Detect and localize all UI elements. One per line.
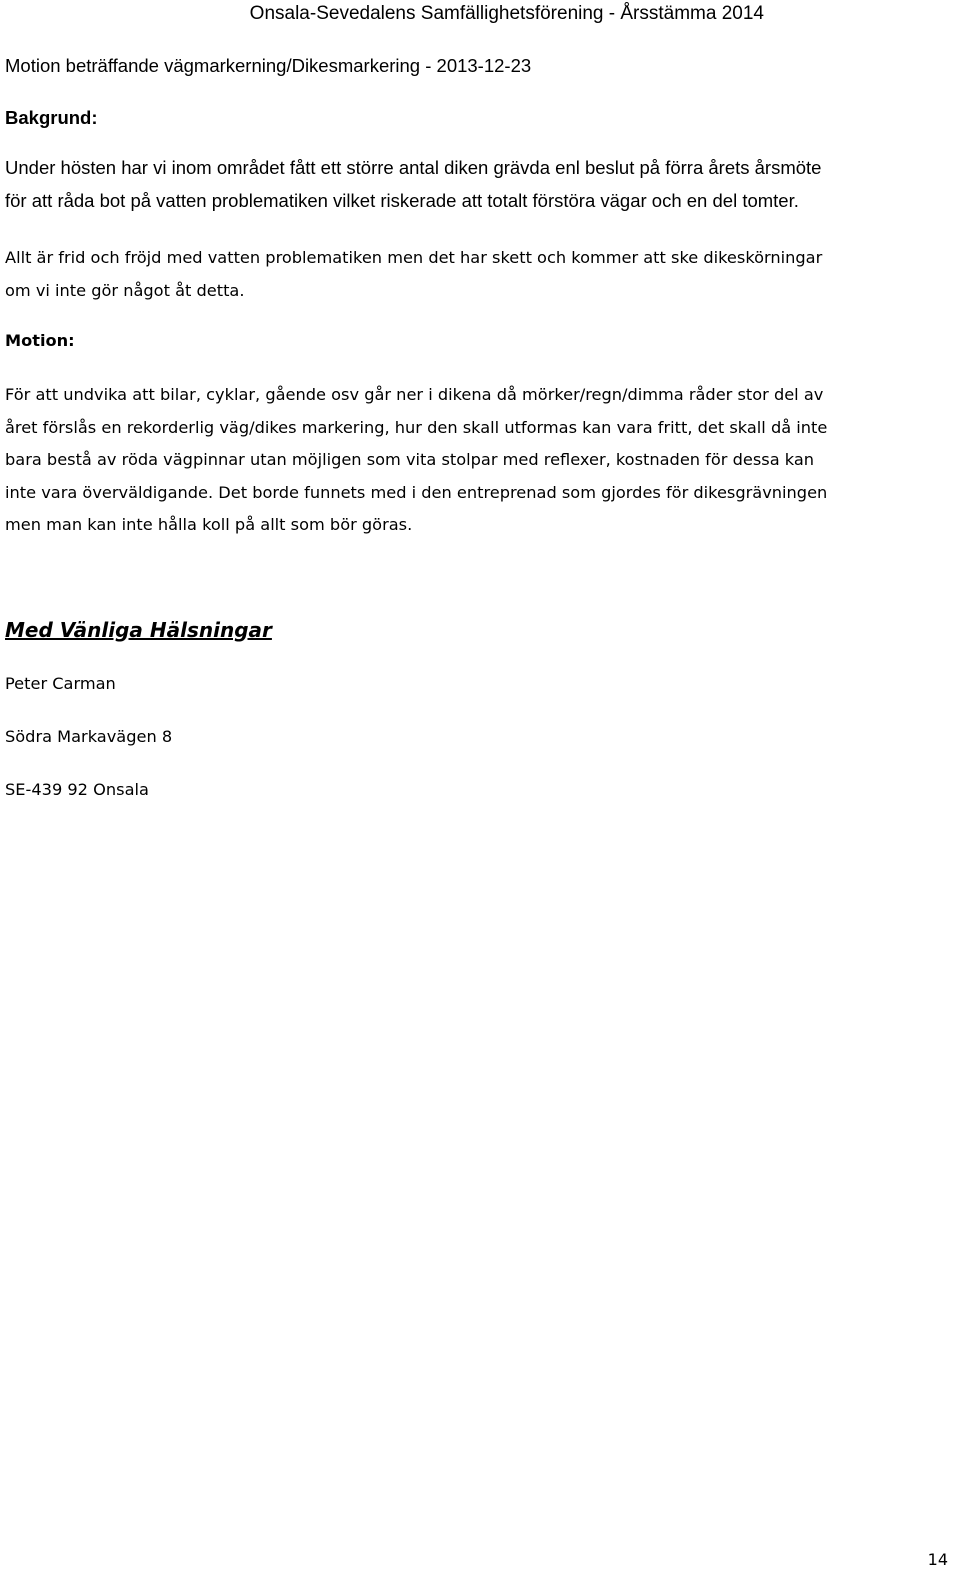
text-line: för att råda bot på vatten problematiken vilket riskerade att totalt förstöra vägar och en del tomter. xyxy=(5,189,799,211)
running-header: Onsala-Sevedalens Samfällighetsförening - Årsstämma 2014 xyxy=(249,3,764,24)
text-line: om vi inte gör något åt detta. xyxy=(5,280,245,300)
page-number: 14 xyxy=(927,1550,948,1569)
background-paragraph-1 xyxy=(5,152,955,217)
text-line: Allt är frid och fröjd med vatten problematiken men det har skett och kommer att ske dikeskörningar xyxy=(5,248,823,267)
text-line: inte vara överväldigande. Det borde funnets med i den entreprenad som gjordes för dikesgrävningen xyxy=(5,482,828,502)
closing-salutation: Med Vänliga Hälsningar xyxy=(5,618,272,642)
text-line: bara bestå av röda vägpinnar utan möjligen som vita stolpar med reflexer, kostnaden för dessa kan xyxy=(5,450,815,470)
text-line: För att undvika att bilar, cyklar, gående osv går ner i dikena då mörker/regn/dimma råder stor del av xyxy=(5,385,824,404)
motion-title: Motion beträffande vägmarkerning/Dikesmarkering - 2013-12-23 xyxy=(5,55,532,76)
background-heading: Bakgrund: xyxy=(5,107,98,128)
signatory-postal-address: SE-439 92 Onsala xyxy=(5,780,149,799)
text-line: Under hösten har vi inom området fått ett större antal diken grävda enl beslut på förra årets årsmöte xyxy=(5,157,822,178)
text-line: året förslås en rekorderlig väg/dikes markering, hur den skall utformas kan vara fritt, det skall då inte xyxy=(5,417,828,437)
text-line: men man kan inte hålla koll på allt som bör göras. xyxy=(5,515,413,535)
signatory-street-address: Södra Markavägen 8 xyxy=(5,727,173,746)
background-paragraph-2 xyxy=(5,242,955,307)
motion-heading: Motion: xyxy=(5,331,75,350)
signatory-name: Peter Carman xyxy=(5,674,116,693)
motion-paragraph xyxy=(5,379,955,542)
